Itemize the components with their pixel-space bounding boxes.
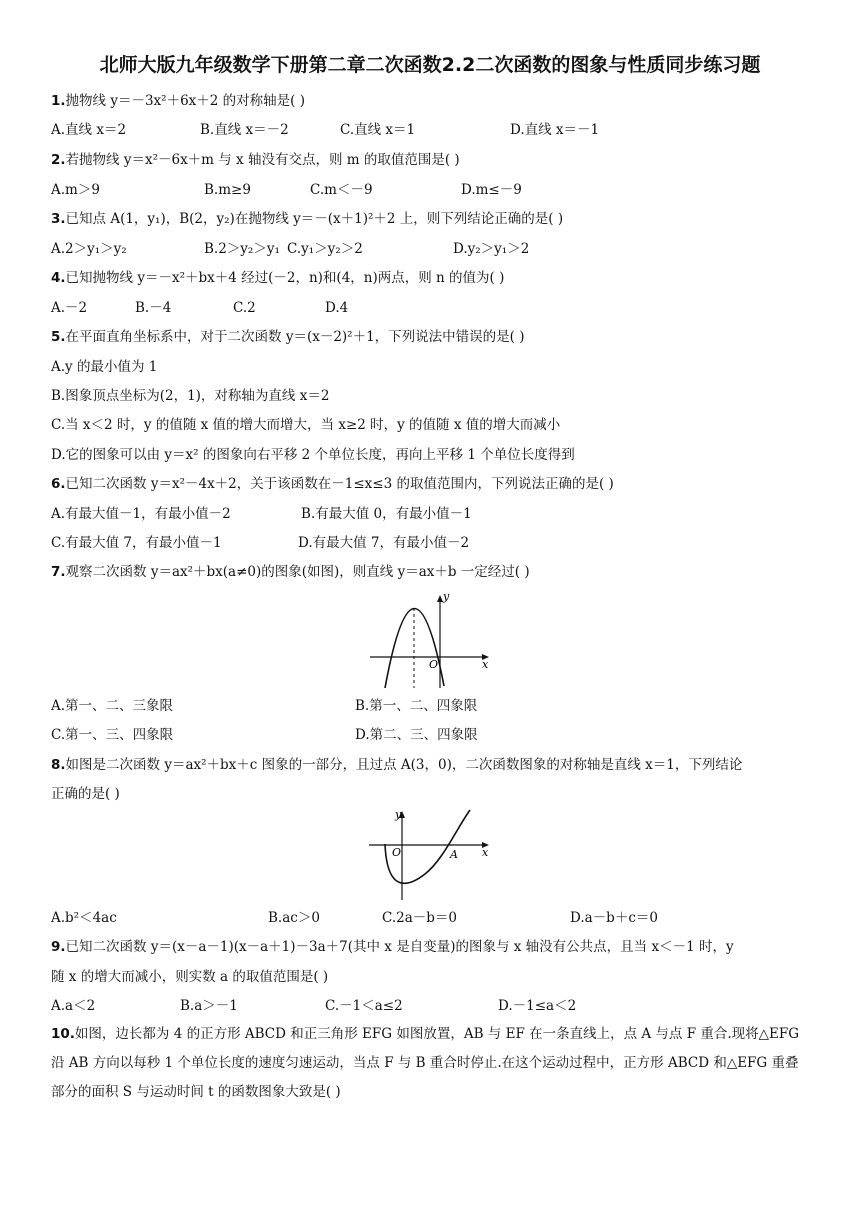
q4-option-a[interactable]: A.－2: [51, 300, 88, 316]
question-stem: 如图是二次函数 y＝ax²＋bx＋c 图象的一部分，且过点 A(3，0)，二次函数图象的对称轴是直线 x＝1，下列结论: [65, 757, 743, 773]
question-stem: 已知二次函数 y＝x²－4x＋2，关于该函数在－1≤x≤3 的取值范围内，下列说法正确的是( ): [65, 476, 614, 492]
question-number: 8.: [51, 757, 66, 773]
q7-option-c[interactable]: C.第一、三、四象限: [51, 727, 174, 743]
question-stem: 抛物线 y＝－3x²＋6x＋2 的对称轴是( ): [65, 93, 305, 109]
question-8: [51, 756, 742, 774]
q1-option-c[interactable]: C.直线 x＝1: [340, 122, 416, 138]
q9-option-a[interactable]: A.a＜2: [51, 998, 96, 1014]
question-9: [51, 938, 734, 956]
q2-option-b[interactable]: B.m≥9: [204, 182, 251, 198]
q3-option-d[interactable]: D.y₂＞y₁＞2: [453, 241, 530, 257]
question-number: 6.: [51, 476, 66, 492]
question-number: 7.: [51, 564, 66, 580]
q8-option-c[interactable]: C.2a－b＝0: [382, 910, 458, 926]
q9-option-b[interactable]: B.a＞－1: [180, 998, 238, 1014]
q6-option-b[interactable]: B.有最大值 0，有最小值－1: [301, 506, 472, 522]
question-9-continued: 随 x 的增大而减小，则实数 a 的取值范围是( ): [51, 969, 329, 985]
question-stem: 已知点 A(1，y₁)，B(2，y₂)在抛物线 y＝－(x＋1)²＋2 上，则下列结论正确的是( ): [65, 211, 564, 227]
question-stem: 已知抛物线 y＝－x²＋bx＋4 经过(－2，n)和(4，n)两点，则 n 的值为( ): [65, 270, 505, 286]
question-6: [51, 475, 614, 493]
q6-option-a[interactable]: A.有最大值－1，有最小值－2: [51, 506, 231, 522]
question-1: [51, 92, 305, 110]
q7-option-b[interactable]: B.第一、二、四象限: [355, 698, 478, 714]
question-10: [51, 1020, 811, 1107]
q4-option-d[interactable]: D.4: [325, 300, 349, 316]
y-axis-label: y: [395, 808, 402, 821]
q9-option-c[interactable]: C.－1＜a≤2: [325, 998, 403, 1014]
q8-option-d[interactable]: D.a－b＋c＝0: [570, 910, 658, 926]
page-title: 北师大版九年级数学下册第二章二次函数2.2二次函数的图象与性质同步练习题: [99, 54, 761, 76]
question-stem: 观察二次函数 y＝ax²＋bx(a≠0)的图象(如图)，则直线 y＝ax＋b 一定经过( ): [65, 564, 530, 580]
q6-option-d[interactable]: D.有最大值 7，有最小值－2: [298, 535, 470, 551]
question-stem: 若抛物线 y＝x²－6x＋m 与 x 轴没有交点，则 m 的取值范围是( ): [65, 152, 460, 168]
question-stem: 在平面直角坐标系中，对于二次函数 y＝(x－2)²＋1，下列说法中错误的是( ): [65, 329, 525, 345]
q3-option-c[interactable]: C.y₁＞y₂＞2: [287, 241, 363, 257]
q3-option-b[interactable]: B.2＞y₂＞y₁: [204, 241, 280, 257]
q2-option-d[interactable]: D.m≤－9: [461, 182, 522, 198]
question-number: 3.: [51, 211, 66, 227]
question-number: 4.: [51, 270, 66, 286]
q7-option-d[interactable]: D.第二、三、四象限: [355, 727, 478, 743]
q1-option-b[interactable]: B.直线 x＝－2: [200, 122, 289, 138]
figure-7-parabola-graph: [365, 588, 495, 690]
q5-option-b[interactable]: B.图象顶点坐标为(2，1)，对称轴为直线 x＝2: [51, 388, 330, 404]
x-axis-label: x: [482, 846, 489, 859]
question-number: 1.: [51, 93, 66, 109]
q9-option-d[interactable]: D.－1≤a＜2: [498, 998, 577, 1014]
question-number: 9.: [51, 939, 66, 955]
question-3: [51, 210, 563, 228]
q8-option-b[interactable]: B.ac＞0: [268, 910, 320, 926]
q2-option-a[interactable]: A.m＞9: [51, 182, 100, 198]
question-4: [51, 269, 504, 287]
figure-8-parabola-graph: [365, 808, 495, 903]
question-5: [51, 328, 525, 346]
question-number: 5.: [51, 329, 66, 345]
question-number: 10.: [51, 1026, 75, 1042]
q1-option-d[interactable]: D.直线 x＝－1: [510, 122, 600, 138]
question-2: [51, 151, 460, 169]
y-axis-label: y: [443, 590, 450, 603]
q8-option-a[interactable]: A.b²＜4ac: [51, 910, 117, 926]
q5-option-d[interactable]: D.它的图象可以由 y＝x² 的图象向右平移 2 个单位长度，再向上平移 1 个单位长度得到: [51, 447, 575, 463]
origin-label: O: [392, 846, 402, 859]
q4-option-c[interactable]: C.2: [233, 300, 256, 316]
q1-option-a[interactable]: A.直线 x＝2: [51, 122, 127, 138]
q3-option-a[interactable]: A.2＞y₁＞y₂: [51, 241, 127, 257]
q5-option-a[interactable]: A.y 的最小值为 1: [51, 359, 158, 375]
origin-label: O: [429, 658, 439, 671]
question-stem: 已知二次函数 y＝(x－a－1)(x－a＋1)－3a＋7(其中 x 是自变量)的图象与 x 轴没有公共点，且当 x＜－1 时，y: [65, 939, 734, 955]
q7-option-a[interactable]: A.第一、二、三象限: [51, 698, 174, 714]
q4-option-b[interactable]: B.－4: [135, 300, 172, 316]
q2-option-c[interactable]: C.m＜－9: [310, 182, 373, 198]
q5-option-c[interactable]: C.当 x＜2 时，y 的值随 x 值的增大而增大，当 x≥2 时，y 的值随 x 值的增大而减小: [51, 417, 561, 433]
question-number: 2.: [51, 152, 66, 168]
q6-option-c[interactable]: C.有最大值 7，有最小值－1: [51, 535, 222, 551]
question-stem: 如图，边长都为 4 的正方形 ABCD 和正三角形 EFG 如图放置，AB 与 EF 在一条直线上，点 A 与点 F 重合.现将△EFG 沿 AB 方向以每秒 1 个单位长度的速度匀速运动，当点 F 与 B 重合时停止.在这个运动过程中，正方形 ABCD 和△EFG 重叠部分的面积 S 与运动时间 t 的函数图象大致是( ): [51, 1026, 800, 1100]
x-axis-label: x: [482, 658, 489, 671]
question-7: [51, 563, 530, 581]
point-a-label: A: [450, 848, 458, 861]
question-8-continued: 正确的是( ): [51, 786, 120, 802]
